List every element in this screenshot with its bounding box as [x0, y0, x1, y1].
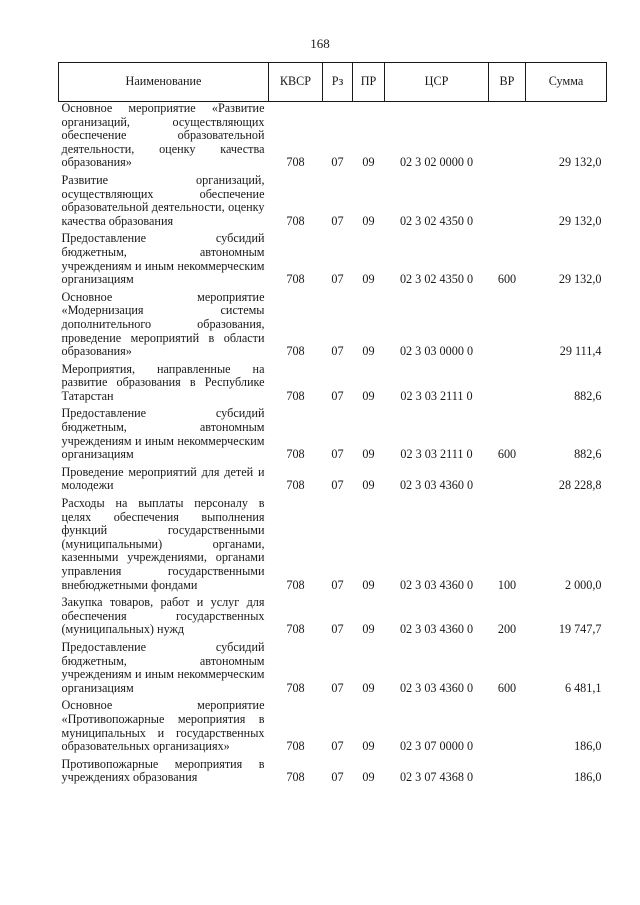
- cell-kvsr: 708: [286, 478, 305, 493]
- table-row: [59, 466, 607, 497]
- cell-name: Закупка товаров, работ и услуг для обеспечения государственных (муниципальных) нужд: [61, 595, 265, 637]
- cell-sum: 29 132,0: [558, 155, 602, 170]
- page-number: 168: [310, 36, 330, 51]
- table-header: [59, 63, 607, 102]
- header-row: [59, 63, 607, 102]
- header-name: Наименование: [59, 63, 269, 102]
- cell-vr: 100: [497, 577, 517, 592]
- cell-pr: 09: [362, 272, 375, 287]
- cell-vr: 600: [497, 447, 517, 462]
- cell-vr: [489, 363, 526, 408]
- cell-name: Предоставление субсидий бюджетным, автономным учреждениям и иным некоммерческим организациям: [61, 231, 265, 287]
- cell-rz: 07: [331, 478, 344, 493]
- cell-sum: 6 481,1: [564, 680, 602, 695]
- cell-sum: 186,0: [574, 739, 602, 754]
- cell-name: Основное мероприятие «Модернизация системы дополнительного образования, проведение мероприятий в области образования»: [61, 289, 265, 359]
- cell-sum: 28 228,8: [558, 478, 602, 493]
- table-row: [59, 174, 607, 232]
- cell-kvsr: 708: [286, 213, 305, 228]
- cell-pr: 09: [362, 213, 375, 228]
- cell-name: Мероприятия, направленные на развитие образования в Республике Татарстан: [61, 361, 265, 403]
- cell-vr: 200: [497, 622, 517, 637]
- cell-rz: 07: [331, 155, 344, 170]
- table-row: [59, 232, 607, 290]
- header-vr: ВР: [489, 63, 526, 102]
- cell-pr: 09: [362, 680, 375, 695]
- cell-vr: [489, 466, 526, 497]
- cell-sum: 29 132,0: [558, 213, 602, 228]
- cell-kvsr: 708: [286, 447, 305, 462]
- cell-rz: 07: [331, 447, 344, 462]
- cell-sum: 19 747,7: [558, 622, 602, 637]
- cell-pr: 09: [362, 739, 375, 754]
- cell-pr: 09: [362, 388, 375, 403]
- cell-kvsr: 708: [286, 155, 305, 170]
- cell-pr: 09: [362, 622, 375, 637]
- table-row: [59, 596, 607, 641]
- cell-rz: 07: [331, 272, 344, 287]
- cell-vr: 600: [497, 680, 517, 695]
- header-csr: ЦСР: [385, 63, 489, 102]
- table-row: [59, 699, 607, 757]
- cell-kvsr: 708: [286, 388, 305, 403]
- cell-name: Противопожарные мероприятия в учреждениях образования: [61, 756, 265, 785]
- cell-csr: 02 3 02 4350 0: [399, 213, 474, 228]
- cell-pr: 09: [362, 447, 375, 462]
- header-sum: Сумма: [526, 63, 607, 102]
- cell-sum: 882,6: [574, 447, 602, 462]
- table-row: [59, 291, 607, 363]
- cell-csr: 02 3 03 2111 0: [400, 388, 473, 403]
- table-row: [59, 641, 607, 699]
- cell-csr: 02 3 03 4360 0: [399, 577, 474, 592]
- cell-kvsr: 708: [286, 680, 305, 695]
- cell-rz: 07: [331, 739, 344, 754]
- cell-name: Основное мероприятие «Развитие организаций, осуществляющих обеспечение образовательной деятельности, оценку качества образования»: [61, 101, 265, 170]
- cell-kvsr: 708: [286, 272, 305, 287]
- cell-vr: 600: [497, 272, 517, 287]
- header-rz: Рз: [323, 63, 353, 102]
- cell-pr: 09: [362, 344, 375, 359]
- cell-kvsr: 708: [286, 344, 305, 359]
- cell-sum: 882,6: [574, 388, 602, 403]
- cell-vr: [489, 291, 526, 363]
- table-row: [59, 363, 607, 408]
- cell-pr: 09: [362, 577, 375, 592]
- cell-kvsr: 708: [286, 622, 305, 637]
- cell-vr: [489, 758, 526, 789]
- cell-rz: 07: [331, 344, 344, 359]
- cell-csr: 02 3 03 4360 0: [399, 680, 474, 695]
- cell-name: Предоставление субсидий бюджетным, автономным учреждениям и иным некоммерческим организациям: [61, 406, 265, 462]
- cell-csr: 02 3 03 2111 0: [400, 447, 473, 462]
- cell-csr: 02 3 02 4350 0: [399, 272, 474, 287]
- table-row: [59, 758, 607, 789]
- cell-sum: 29 111,4: [559, 344, 602, 359]
- table-row: [59, 102, 607, 174]
- cell-csr: 02 3 03 4360 0: [399, 622, 474, 637]
- cell-vr: [489, 102, 526, 174]
- cell-csr: 02 3 03 4360 0: [399, 478, 474, 493]
- cell-kvsr: 708: [286, 577, 305, 592]
- cell-kvsr: 708: [286, 739, 305, 754]
- table-row: [59, 497, 607, 596]
- cell-rz: 07: [331, 680, 344, 695]
- cell-csr: 02 3 02 0000 0: [399, 155, 474, 170]
- cell-name: Расходы на выплаты персоналу в целях обеспечения выполнения функций государственными (муниципальными) органами, казенными учреждениями, органами управления государственными внебюджетными фондами: [61, 496, 265, 592]
- budget-table: [58, 62, 607, 789]
- cell-rz: 07: [331, 622, 344, 637]
- cell-vr: [489, 174, 526, 232]
- cell-rz: 07: [331, 388, 344, 403]
- header-kvsr: КВСР: [269, 63, 323, 102]
- cell-pr: 09: [362, 478, 375, 493]
- cell-name: Основное мероприятие «Противопожарные мероприятия в муниципальных и государственных образовательных организациях»: [61, 698, 265, 754]
- cell-kvsr: 708: [286, 770, 305, 785]
- cell-sum: 29 132,0: [558, 272, 602, 287]
- cell-name: Предоставление субсидий бюджетным, автономным учреждениям и иным некоммерческим организациям: [61, 639, 265, 695]
- table-body: [59, 102, 607, 789]
- cell-name: Развитие организаций, осуществляющих обеспечение образовательной деятельности, оценку качества образования: [61, 172, 265, 228]
- cell-csr: 02 3 03 0000 0: [399, 344, 474, 359]
- table-row: [59, 407, 607, 465]
- cell-rz: 07: [331, 213, 344, 228]
- cell-rz: 07: [331, 577, 344, 592]
- cell-vr: [489, 699, 526, 757]
- header-pr: ПР: [353, 63, 385, 102]
- cell-sum: 186,0: [574, 770, 602, 785]
- cell-csr: 02 3 07 4368 0: [399, 770, 474, 785]
- cell-rz: 07: [331, 770, 344, 785]
- cell-sum: 2 000,0: [564, 577, 602, 592]
- cell-pr: 09: [362, 770, 375, 785]
- cell-name: Проведение мероприятий для детей и молодежи: [61, 464, 265, 493]
- cell-pr: 09: [362, 155, 375, 170]
- cell-csr: 02 3 07 0000 0: [399, 739, 474, 754]
